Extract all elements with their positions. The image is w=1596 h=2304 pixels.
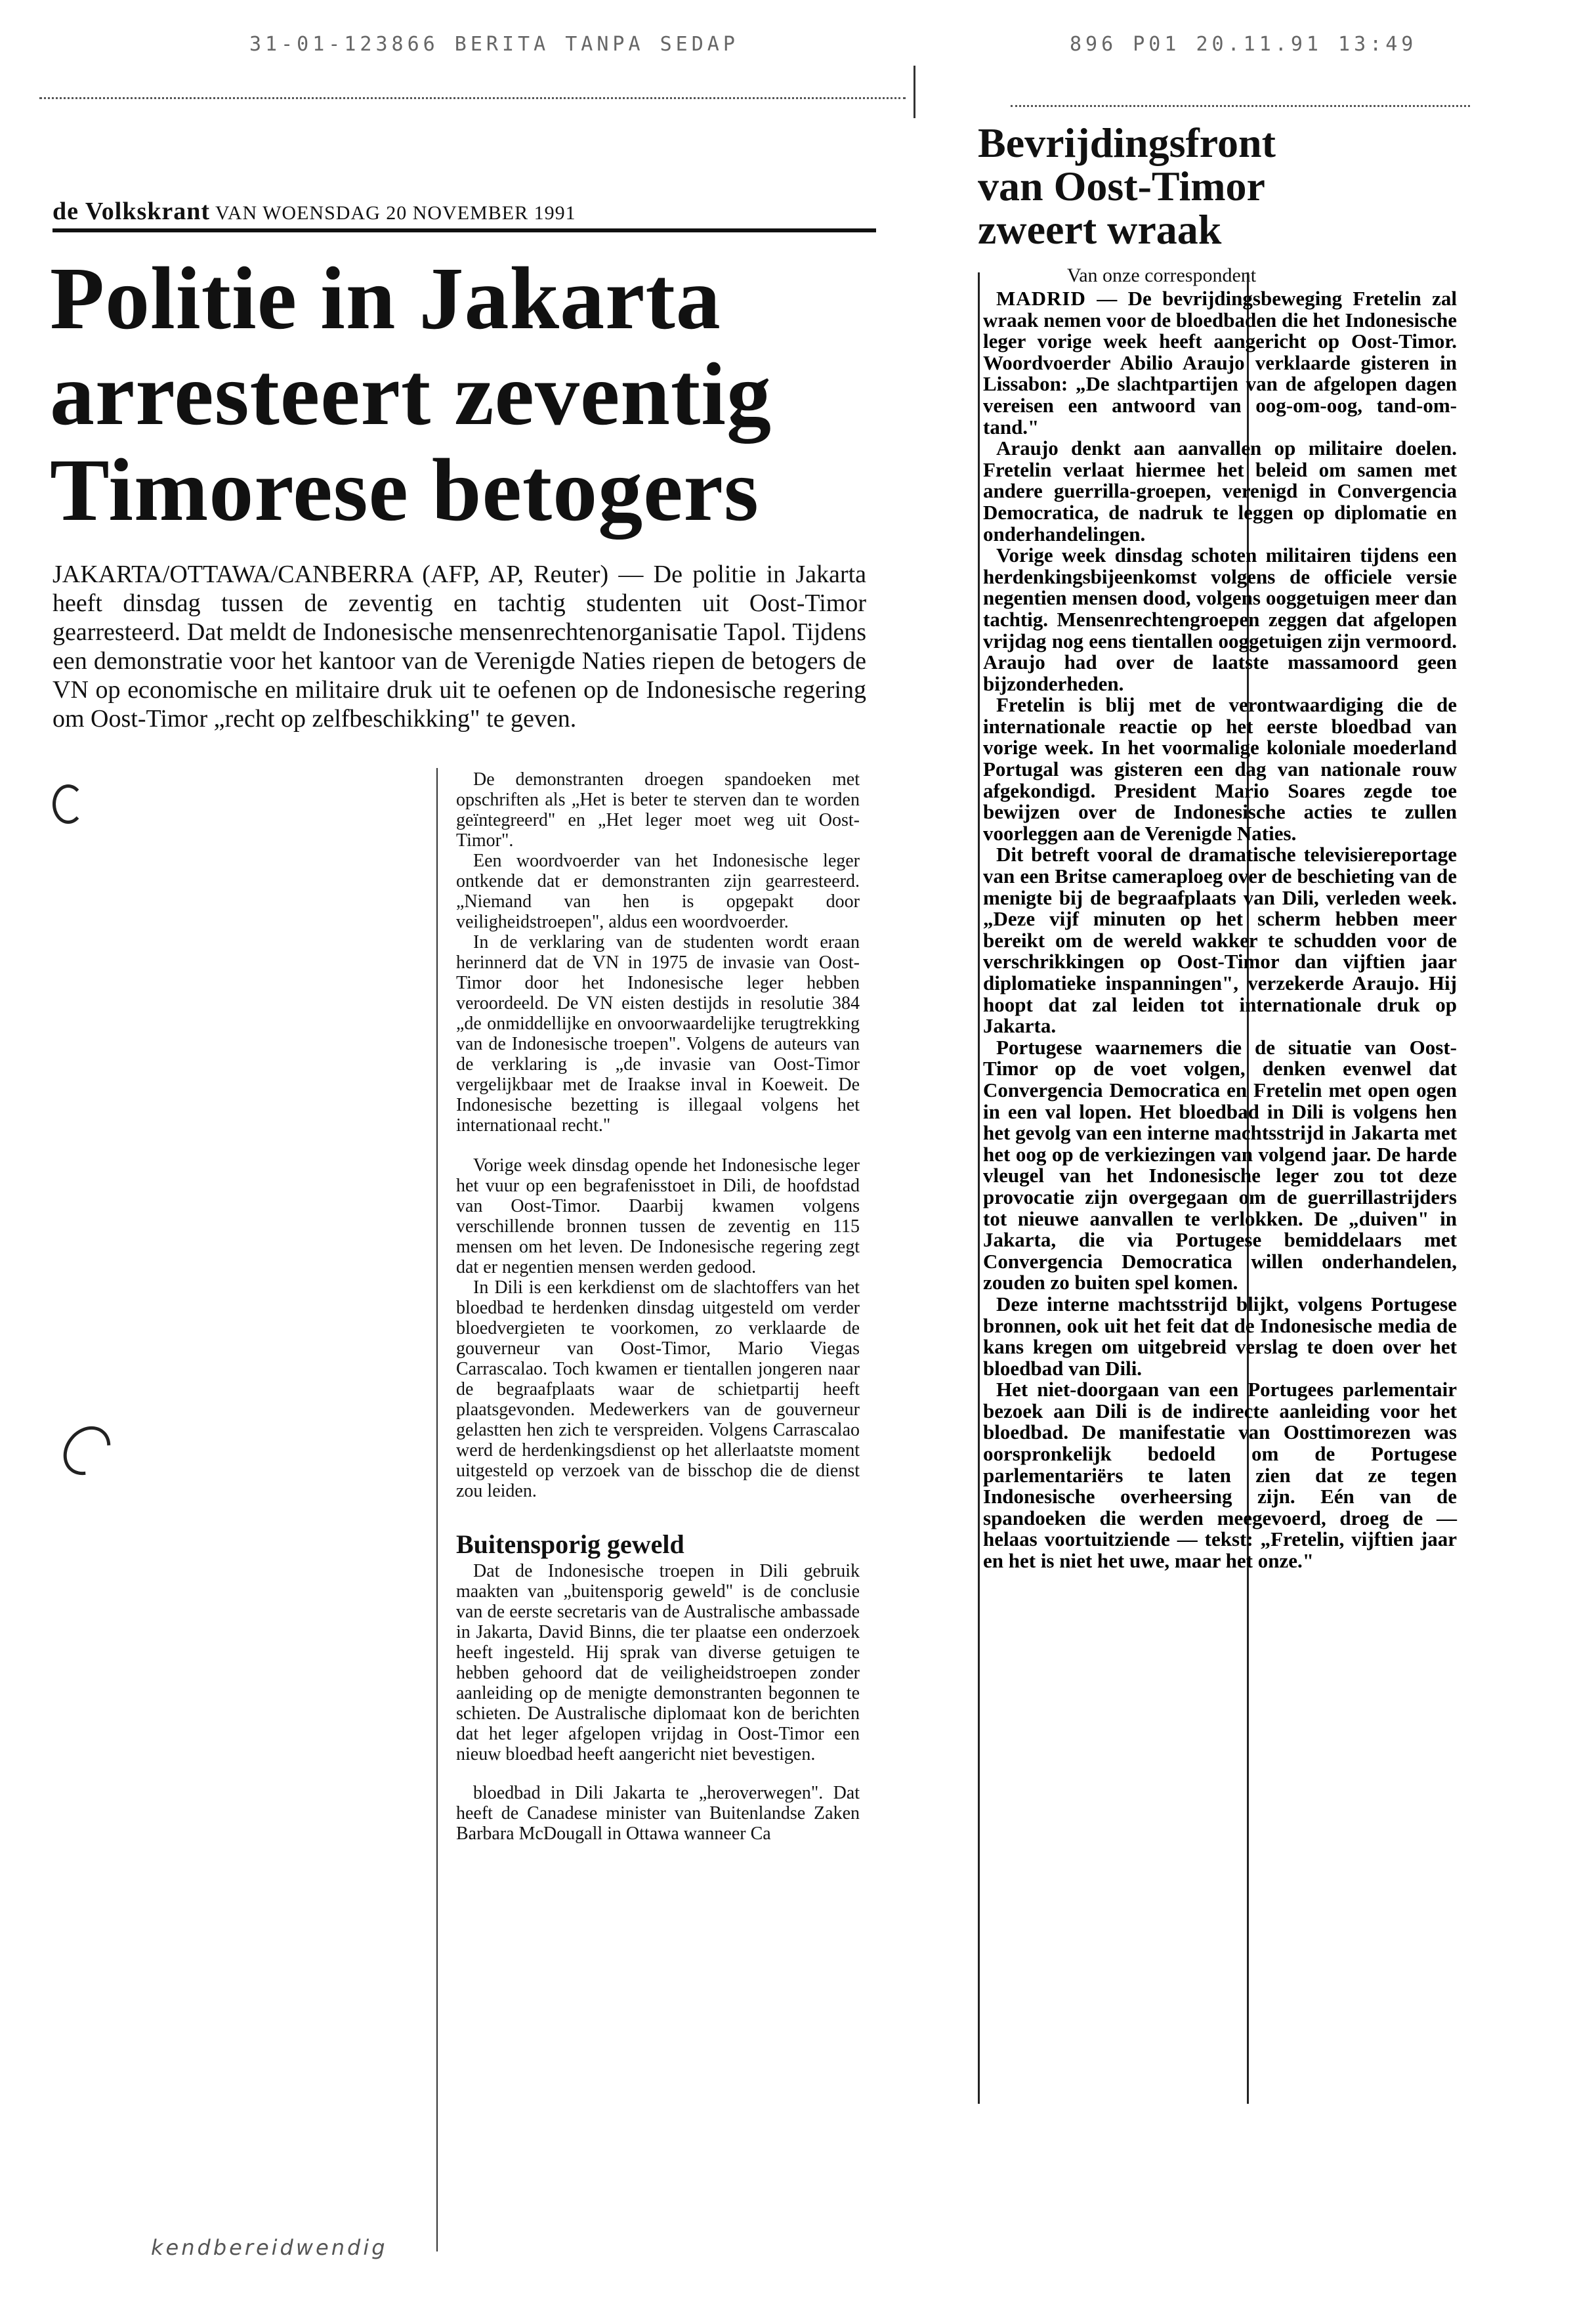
right-body-paragraph: Araujo denkt aan aanvallen op militaire doelen. Fretelin verlaat hiermee het beleid om samen met andere guerrilla-groepen, verenigd in Convergencia Democratica, de nadruk te leggen op diplomatie en onderhandelingen. xyxy=(983,437,1457,545)
right-body-paragraph: Portugese waarnemers die de situatie van Oost-Timor op de voet volgen, denken evenwel dat Convergencia Democratica en Fretelin met open ogen in een val lopen. Het bloedbad in Dili is volgens hen het gevolg van een interne machtsstrijd in Jakarta met het oog op de verkiezingen van volgend jaar. De harde vleugel van het Indonesische leger zou tot deze provocatie zijn overgegaan om de guerrillastrijders tot nieuwe aanvallen te verlokken. De „duiven" in Jakarta, die via Portugese bemiddelaars met Convergencia Democratica willen onderhandelen, zouden zo buiten spel komen. xyxy=(983,1035,1457,1294)
punch-hole-mark xyxy=(54,1417,120,1484)
right-body-column xyxy=(983,288,1457,1572)
body-paragraph: Dat de Indonesische troepen in Dili gebruik maakten van „buitensporig geweld" is de conclusie van de eerste secretaris van de Australische ambassade in Jakarta, David Binns, die ter plaatse een onderzoek heeft ingesteld. Hij sprak van diverse getuigen te hebben gehoord dat de veiligheidstroepen zonder aanleiding op de menigte demonstranten begonnen te schieten. De Australische diplomaat kon de berichten dat het leger afgelopen vrijdag in Oost-Timor een nieuw bloedbad heeft aangericht niet bevestigen. xyxy=(456,1561,860,1764)
fax-dotted-rule-right xyxy=(1011,105,1470,107)
headline xyxy=(50,251,890,538)
right-headline-line-3: zweert wraak xyxy=(978,206,1222,253)
headline-line-2: arresteert zeventig xyxy=(50,345,772,444)
body-paragraph: Vorige week dinsdag opende het Indonesische leger het vuur op een begrafenisstoet in Dili, de hoofdstad van Oost-Timor. Daarbij kwamen volgens verschillende bronnen tussen de zeventig en 115 mensen om het leven. De Indonesische regering zegt dat er negentien mensen werden gedood. xyxy=(456,1155,860,1277)
fax-dotted-rule-left xyxy=(39,97,906,99)
margin-scribble: kendbereidwendig xyxy=(151,2235,388,2260)
newspaper-logo: de Volkskrant xyxy=(52,198,211,225)
right-headline-line-2: van Oost-Timor xyxy=(978,163,1265,209)
right-body-paragraph: Fretelin is blij met de verontwaardiging die de internationale reactie op het eerste bloedbad van vorige week. In het voormalige koloniale moederland Portugal was gisteren een dag van nationale rouw afgekondigd. President Mario Soares zegde toe bewijzen over de Indonesische acties te zullen voorleggen aan de Verenigde Naties. xyxy=(983,693,1457,845)
right-column-rule xyxy=(978,272,980,2104)
fax-header-right: 896 P01 20.11.91 13:49 xyxy=(1070,33,1418,56)
masthead xyxy=(52,197,576,226)
body-paragraph: bloedbad in Dili Jakarta te „heroverwegen". Dat heeft de Canadese minister van Buitenlandse Zaken Barbara McDougall in Ottawa wanneer Ca xyxy=(456,1783,860,1844)
body-paragraph: Een woordvoerder van het Indonesische leger ontkende dat er demonstranten zijn gearresteerd. „Niemand van hen is opgepakt door veiligheidstroepen", aldus een woordvoerder. xyxy=(456,851,860,932)
masthead-rule xyxy=(52,228,876,232)
right-body-paragraph: Vorige week dinsdag schoten militairen tijdens een herdenkingsbijeenkomst volgens de officiele versie negentien mensen dood, volgens ooggetuigen meer dan tachtig. Mensenrechtengroepen zeggen dat afgelopen vrijdag nog eens tientallen ooggetuigen zijn vermoord. Araujo had over de laatste massamoord geen bijzonderheden. xyxy=(983,544,1457,695)
subheading: Buitensporig geweld xyxy=(456,1529,684,1559)
right-body-paragraph: MADRID — De bevrijdingsbeweging Fretelin zal wraak nemen voor de bloedbaden die het Indonesische leger vorige week heeft aangericht op Oost-Timor. Woordvoerder Abilio Araujo verklaarde gisteren in Lissabon: „De slachtpartijen van de afgelopen dagen vereisen een antwoord van oog-om-oog, tand-om-tand." xyxy=(983,287,1457,438)
headline-line-1: Politie in Jakarta xyxy=(50,249,721,348)
right-headline xyxy=(978,121,1463,251)
right-headline-line-1: Bevrijdingsfront xyxy=(978,119,1276,166)
masthead-date: VAN WOENSDAG 20 NOVEMBER 1991 xyxy=(215,202,576,224)
byline: Van onze correspondent xyxy=(1066,265,1257,286)
lead-paragraph: JAKARTA/OTTAWA/CANBERRA (AFP, AP, Reuter) — De politie in Jakarta heeft dinsdag tussen de zeventig en tachtig studenten uit Oost-Timor gearresteerd. Dat meldt de Indonesische mensenrechtenorganisatie Tapol. Tijdens een demonstratie voor het kantoor van de Verenigde Naties riepen de betogers de VN op economische en militaire druk uit te oefenen op de Indonesische regering om Oost-Timor „recht op zelfbeschikking" te geven. xyxy=(52,561,866,733)
volkskrant-clipping xyxy=(39,190,892,2291)
body-paragraph: De demonstranten droegen spandoeken met opschriften als „Het is beter te sterven dan te worden geïntegreerd" en „Het leger moet weg uit Oost-Timor". xyxy=(456,769,860,851)
body-column xyxy=(456,769,860,1844)
punch-hole-mark xyxy=(52,784,84,824)
section-2 xyxy=(456,1155,860,1501)
section-3 xyxy=(456,1561,860,1844)
right-body-text: De bevrijdingsbeweging Fretelin zal wraak nemen voor de bloedbaden die het Indonesische leger vorige week heeft aangericht op Oost-Timor. Woordvoerder Abilio Araujo verklaarde gisteren in Lissabon: „De slachtpartijen van de afgelopen dagen vereisen een antwoord van oog-om-oog, tand-om-tand." xyxy=(983,287,1457,438)
headline-line-3: Timorese betogers xyxy=(50,441,759,540)
fax-header-left: 31-01-123866 BERITA TANPA SEDAP xyxy=(249,33,739,56)
page-divider-mark xyxy=(914,66,915,118)
column-rule xyxy=(436,768,438,2251)
dateline: MADRID xyxy=(996,287,1086,310)
fretelin-clipping xyxy=(978,121,1463,2123)
right-body-paragraph: Het niet-doorgaan van een Portugees parlementair bezoek aan Dili is de indirecte aanleiding voor het bloedbad. De manifestatie van Oosttimorezen was oorspronkelijk bedoeld om de Portugese parlementariërs te laten zien dat ze tegen Indonesische overheersing zijn. Eén van de spandoeken die werden meegevoerd, droeg de — helaas voortuitziende — tekst: „Fretelin, vijftien jaar en het is niet het uwe, maar het onze." xyxy=(983,1378,1457,1573)
section-1 xyxy=(456,769,860,1136)
right-body-paragraph: Deze interne machtsstrijd blijkt, volgens Portugese bronnen, ook uit het feit dat de Indonesische media de kans kregen om uitgebreid verslag te doen over het bloedbad van Dili. xyxy=(983,1292,1457,1380)
body-paragraph: In Dili is een kerkdienst om de slachtoffers van het bloedbad te herdenken dinsdag uitgesteld om verder bloedvergieten te voorkomen, zo verklaarde de gouverneur van Oost-Timor, Mario Viegas Carrascalao. Toch kwamen er tientallen jongeren naar de begraafplaats waar de schietpartij heeft plaatsgevonden. Medewerkers van de gouverneur gelastten hen zich te verspreiden. Volgens Carrascalao werd de herdenkingsdienst op het allerlaatste moment uitgesteld op verzoek van de bisschop die de dienst zou leiden. xyxy=(456,1277,860,1501)
body-paragraph: In de verklaring van de studenten wordt eraan herinnerd dat de VN in 1975 de invasie van Oost-Timor door het Indonesische leger hebben veroordeeld. De VN eisten destijds in resolutie 384 „de onmiddellijke en onvoorwaardelijke terugtrekking van de Indonesische troepen". Volgens de auteurs van de verklaring is „de invasie van Oost-Timor vergelijkbaar met de Iraakse inval in Koeweit. De Indonesische bezetting is illegaal volgens het internationaal recht." xyxy=(456,932,860,1136)
right-body-paragraph: Dit betreft vooral de dramatische televisiereportage van een Britse cameraploeg over de beschieting van de menigte bij de begraafplaats van Dili, verleden week. „Deze vijf minuten op het scherm hebben meer bereikt om de wereld wakker te schudden voor de verschrikkingen op Oost-Timor dan vijftien jaar diplomatieke inspanningen", verzekerde Araujo. Hij hoopt dat zal leiden tot internationale druk op Jakarta. xyxy=(983,843,1457,1038)
